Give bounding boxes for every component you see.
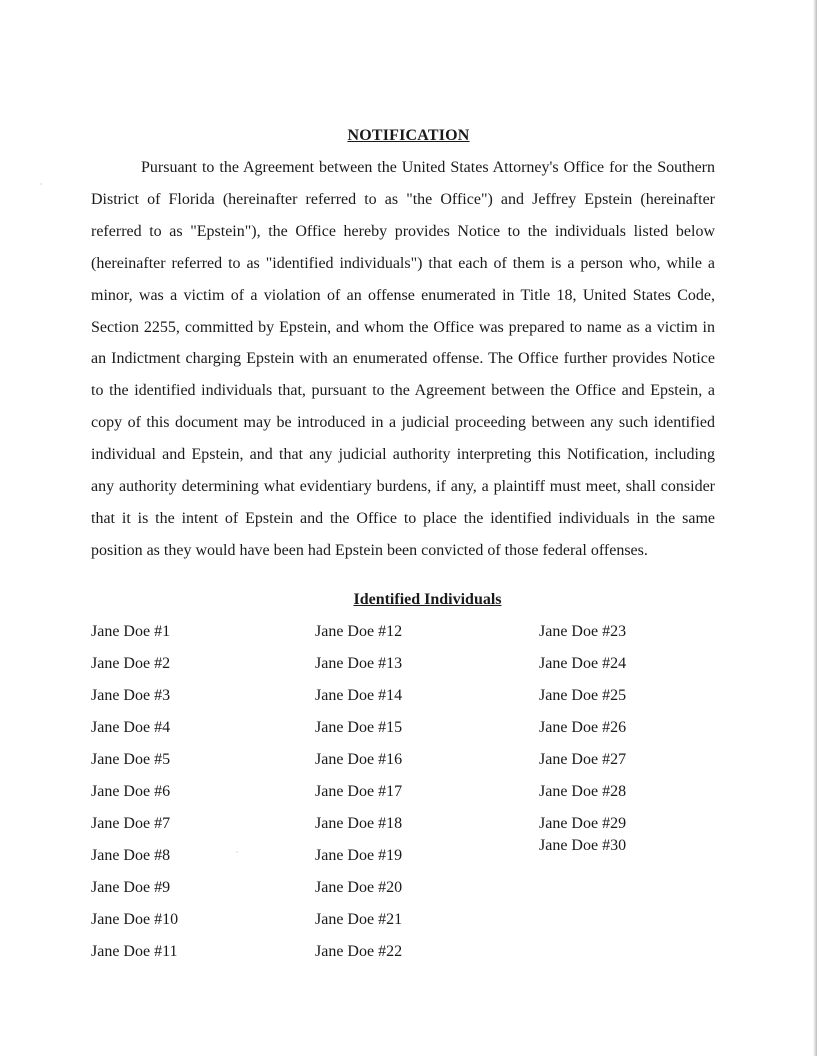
list-item: Jane Doe #10 [91,911,179,928]
list-item: Jane Doe #21 [315,911,403,928]
individuals-column-1 [91,622,178,974]
list-item: Jane Doe #22 [315,943,403,960]
list-item: Jane Doe #6 [91,783,171,800]
list-item: Jane Doe #23 [539,623,627,640]
scan-edge [813,0,817,1056]
list-item: Jane Doe #26 [539,719,627,736]
list-item: Jane Doe #3 [91,687,171,704]
list-item: Jane Doe #8 [91,847,171,864]
list-item: Jane Doe #29 [539,815,627,832]
list-item: Jane Doe #13 [315,655,403,672]
notification-paragraph: Pursuant to the Agreement between the United States Attorney's Office for the Southern District of Florida (hereinafter referred to as "the Office") and Jeffrey Epstein (hereinafter referred to as "Epstein"), the Office hereby provides Notice to the individuals listed below (hereinafter referred to as "identified individuals") that each of them is a person who, while a minor, was a victim of a violation of an offense enumerated in Title 18, United States Code, Section 2255, committed by Epstein, and whom the Office was prepared to name as a victim in an Indictment charging Epstein with an enumerated offense. The Office further provides Notice to the identified individuals that, pursuant to the Agreement between the Office and Epstein, a copy of this document may be introduced in a judicial proceeding between any such identified individual and Epstein, and that any judicial authority interpreting this Notification, including any authority determining what evidentiary burdens, if any, a plaintiff must meet, shall consider that it is the intent of Epstein and the Office to place the identified individuals in the same position as they would have been had Epstein been convicted of those federal offenses. [91,159,715,559]
list-item: Jane Doe #4 [91,719,171,736]
list-item: Jane Doe #16 [315,751,403,768]
scan-speck [40,183,42,185]
list-item: Jane Doe #28 [539,783,627,800]
list-item: Jane Doe #7 [91,815,171,832]
list-item: Jane Doe #24 [539,655,627,672]
list-item: Jane Doe #2 [91,655,171,672]
list-item: Jane Doe #12 [315,623,403,640]
list-item: Jane Doe #25 [539,687,627,704]
document-title: NOTIFICATION [347,127,470,144]
list-item: Jane Doe #15 [315,719,403,736]
list-item: Jane Doe #20 [315,879,403,896]
list-item: Jane Doe #30 [539,837,627,854]
list-item: Jane Doe #19 [315,847,403,864]
list-item: Jane Doe #17 [315,783,403,800]
list-item: Jane Doe #1 [91,623,171,640]
individuals-column-2 [315,622,402,974]
list-item: Jane Doe #27 [539,751,627,768]
individuals-column-3 [539,622,626,868]
list-item: Jane Doe #11 [91,943,178,960]
list-item: Jane Doe #18 [315,815,403,832]
list-item: Jane Doe #9 [91,879,171,896]
list-item: Jane Doe #14 [315,687,403,704]
identified-individuals-heading: Identified Individuals [353,591,502,608]
list-item: Jane Doe #5 [91,751,171,768]
scan-speck [236,851,238,853]
